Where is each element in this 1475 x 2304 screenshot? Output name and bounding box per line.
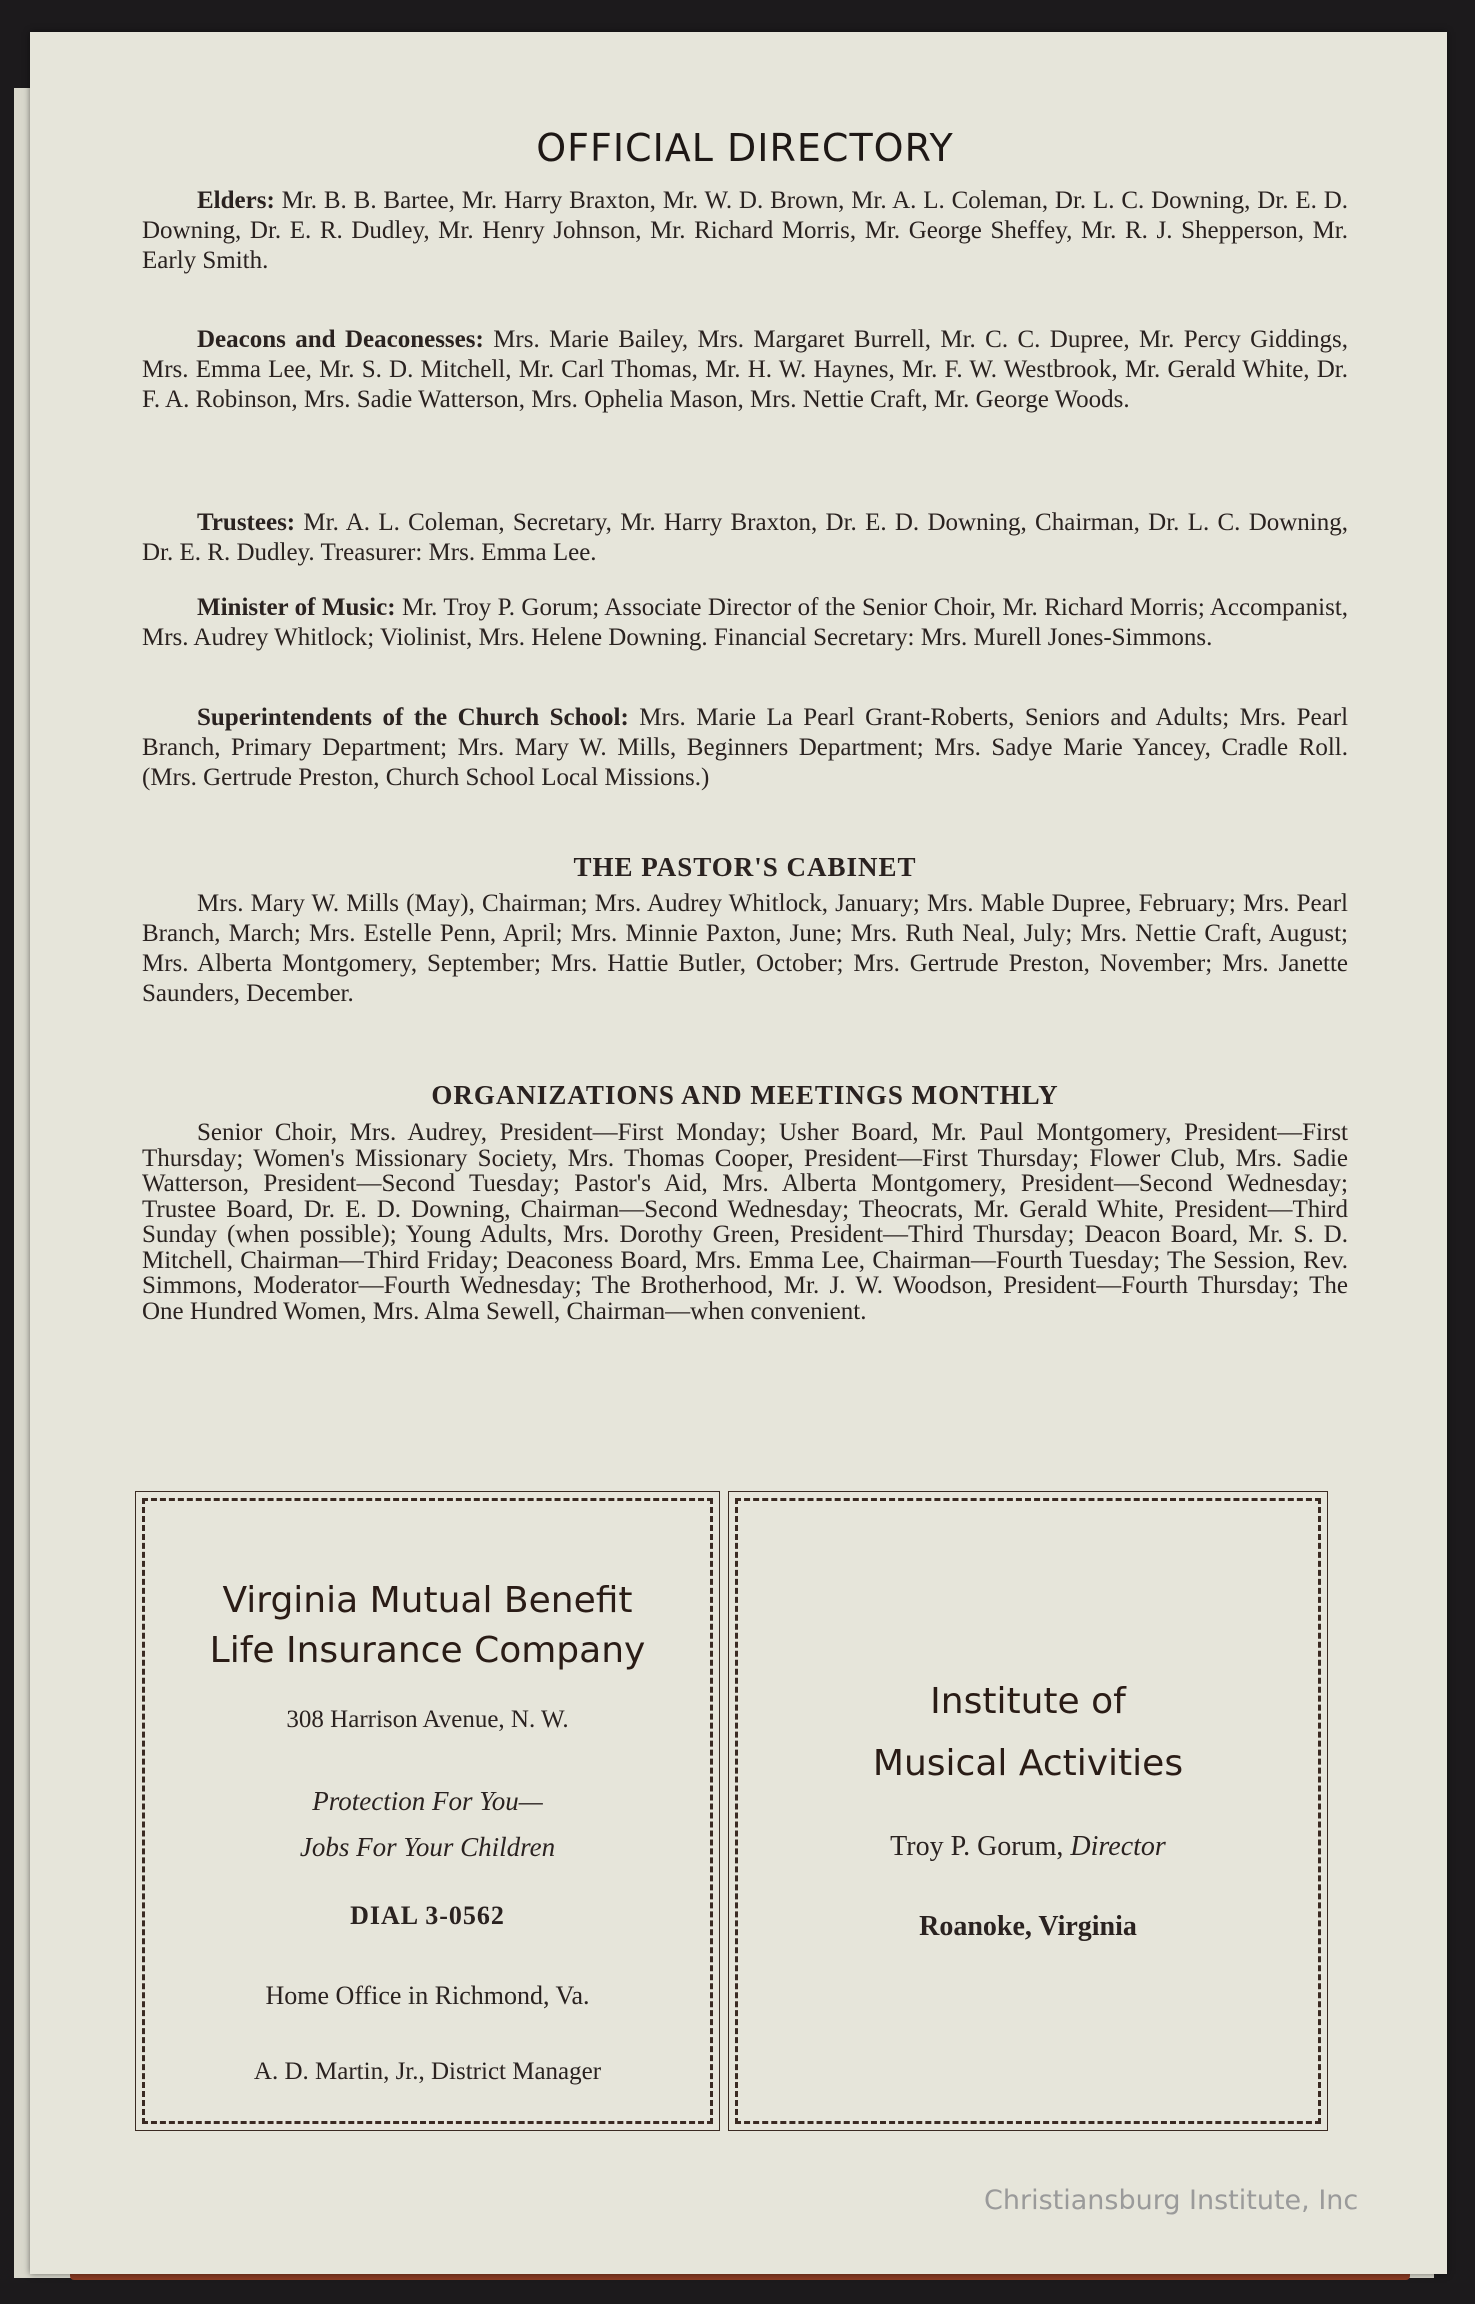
trustees-label: Trustees: (197, 509, 296, 536)
slogan-line2: Jobs For Your Children (299, 1832, 556, 1862)
institute-location: Roanoke, Virginia (919, 1911, 1137, 1942)
director-title: Director (1070, 1831, 1166, 1862)
cabinet-text: Mrs. Mary W. Mills (May), Chairman; Mrs. Audrey Whitlock, January; Mrs. Mable Dupree, February; Mrs. Pearl Branch, March; Mrs. Estelle Penn, April; Mrs. Minnie Paxton, June; Mrs. Ruth Neal, July; Mrs. Nettie Craft, August; Mrs. Alberta Montgomery, September; Mrs. Hattie Butler, October; Mrs. Gertrude Preston, November; Mrs. Janette Saunders, December. (142, 890, 1348, 1007)
insurance-slogan (145, 1778, 710, 1870)
insurance-company-name (145, 1576, 710, 1676)
slogan-line1: Protection For You— (312, 1786, 543, 1816)
page-title: OFFICIAL DIRECTORY (536, 126, 954, 170)
insurance-address: 308 Harrison Avenue, N. W. (286, 1706, 569, 1733)
organizations-heading: ORGANIZATIONS AND MEETINGS MONTHLY (431, 1080, 1059, 1110)
deacons-text: Mrs. Marie Bailey, Mrs. Margaret Burrell, Mr. C. C. Dupree, Mr. Percy Giddings, Mrs. Emma Lee, Mr. S. D. Mitchell, Mr. Carl Thomas, Mr. H. W. Haynes, Mr. F. W. Westbrook, Mr. Gerald White, Dr. F. A. Robinson, Mrs. Sadie Watterson, Mrs. Ophelia Mason, Mrs. Nettie Craft, Mr. George Woods. (142, 326, 1349, 413)
elders-label: Elders: (197, 187, 275, 214)
institute-name-line1: Institute of (930, 1681, 1126, 1722)
institute-name (738, 1671, 1318, 1795)
trustees-text: Mr. A. L. Coleman, Secretary, Mr. Harry Braxton, Dr. E. D. Downing, Chairman, Dr. L. C. Downing, Dr. E. R. Dudley. Treasurer: Mrs. Emma Lee. (142, 509, 1348, 566)
deacons-label: Deacons and Deaconesses: (197, 326, 484, 353)
institute-ad-box (735, 1498, 1321, 2124)
school-label: Superintendents of the Church School: (197, 704, 629, 731)
school-text: Mrs. Marie La Pearl Grant-Roberts, Seniors and Adults; Mrs. Pearl Branch, Primary Department; Mrs. Mary W. Mills, Beginners Department; Mrs. Sadye Marie Yancey, Cradle Roll. (Mrs. Gertrude Preston, Church School Local Missions.) (142, 704, 1349, 791)
watermark: Christiansburg Institute, Inc (984, 2185, 1359, 2216)
music-label: Minister of Music: (197, 594, 396, 621)
institute-director (738, 1831, 1318, 1863)
organizations-text: Senior Choir, Mrs. Audrey, President—First Monday; Usher Board, Mr. Paul Montgomery, President—First Thursday; Women's Missionary Society, Mrs. Thomas Cooper, President—First Thursday; Flower Club, Mrs. Sadie Watterson, President—Second Tuesday; Pastor's Aid, Mrs. Alberta Montgomery, President—Second Wednesday; Trustee Board, Dr. E. D. Downing, Chairman—Second Wednesday; Theocrats, Mr. Gerald White, President—Third Sunday (when possible); Young Adults, Mrs. Dorothy Green, President—Third Thursday; Deacon Board, Mr. S. D. Mitchell, Chairman—Third Friday; Deaconess Board, Mrs. Emma Lee, Chairman—Fourth Tuesday; The Session, Rev. Simmons, Moderator—Fourth Wednesday; The Brotherhood, Mr. J. W. Woodson, President—Fourth Thursday; The One Hundred Women, Mrs. Alma Sewell, Chairman—when convenient. (142, 1119, 1348, 1325)
insurance-phone: DIAL 3-0562 (350, 1901, 505, 1930)
insurance-home-office: Home Office in Richmond, Va. (265, 1981, 590, 2010)
insurance-ad-box (142, 1498, 713, 2124)
director-name: Troy P. Gorum, (890, 1831, 1064, 1862)
music-text: Mr. Troy P. Gorum; Associate Director of the Senior Choir, Mr. Richard Morris; Accompanist, Mrs. Audrey Whitlock; Violinist, Mrs. Helene Downing. Financial Secretary: Mrs. Murell Jones-Simmons. (142, 594, 1349, 651)
deacons-section (142, 325, 1348, 415)
trustees-section (142, 508, 1348, 568)
insurance-name-line1: Virginia Mutual Benefit (222, 1580, 633, 1621)
cabinet-heading: THE PASTOR'S CABINET (573, 852, 917, 882)
music-section (142, 593, 1348, 653)
school-section (142, 703, 1348, 793)
insurance-manager: A. D. Martin, Jr., District Manager (253, 2058, 602, 2085)
elders-text: Mr. B. B. Bartee, Mr. Harry Braxton, Mr. W. D. Brown, Mr. A. L. Coleman, Dr. L. C. Downing, Dr. E. D. Downing, Dr. E. R. Dudley, Mr. Henry Johnson, Mr. Richard Morris, Mr. George Sheffey, Mr. R. J. Shepperson, Mr. Early Smith. (142, 187, 1348, 274)
elders-section (142, 186, 1348, 276)
institute-name-line2: Musical Activities (872, 1743, 1184, 1784)
insurance-name-line2: Life Insurance Company (209, 1630, 646, 1671)
